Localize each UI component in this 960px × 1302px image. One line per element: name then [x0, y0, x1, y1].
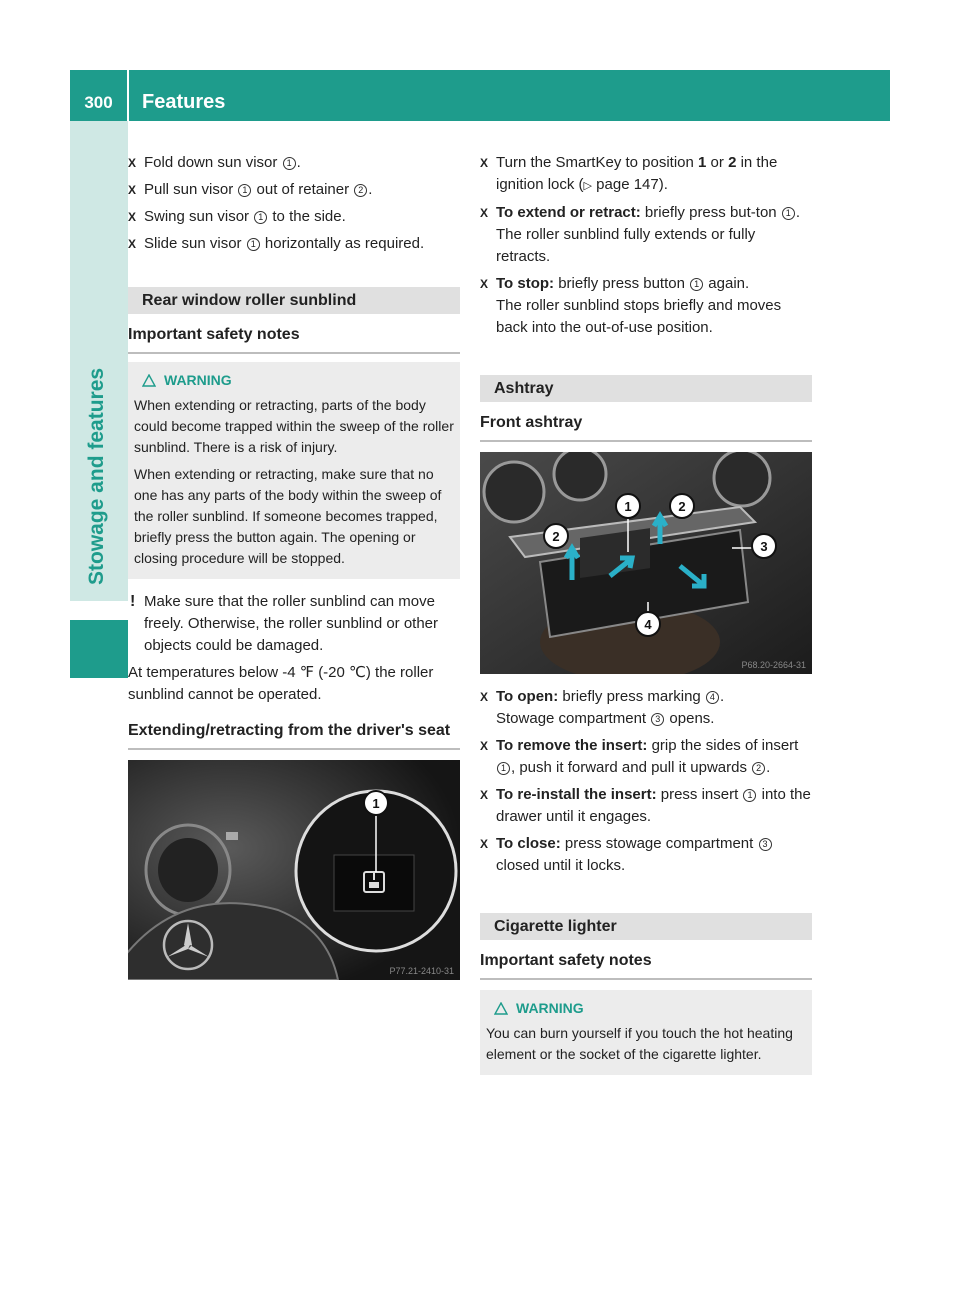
step-text: briefly press but-ton: [640, 204, 781, 221]
exclamation-icon: !: [130, 593, 136, 610]
callout-label: 1: [624, 499, 632, 514]
step-close: [480, 833, 812, 877]
step-marker-icon: X: [128, 237, 137, 251]
step-result: The roller sunblind fully extends or fully retracts.: [496, 226, 756, 265]
header-divider: [127, 70, 129, 121]
console-illustration: [480, 452, 812, 674]
step-text: press stowage compartment: [560, 835, 758, 852]
step-text: .: [766, 759, 771, 776]
callout-label: 3: [760, 539, 768, 554]
step-text: or: [706, 154, 729, 171]
step-result: [496, 708, 812, 730]
step-marker-icon: X: [128, 183, 137, 197]
step-text: Pull sun visor: [144, 181, 238, 198]
figure-caption: P77.21-2410-31: [389, 966, 454, 976]
callout-number: 4: [706, 691, 719, 704]
warning-text: When extending or retracting, make sure that no one has any parts of the body within the sweep of the roller sunblind. If someone becomes trapped, briefly press the button again. The opening or closing procedure will be stopped.: [134, 466, 442, 566]
step-text: Turn the SmartKey to position: [496, 154, 699, 171]
callout-number: 3: [651, 713, 664, 726]
step-text: again.: [704, 275, 750, 292]
warning-text: When extending or retracting, parts of the body could become trapped within the sweep of the roller sunblind. There is a risk of injury.: [134, 397, 454, 455]
callout-number: 1: [247, 238, 260, 251]
dashboard-illustration: [128, 760, 460, 980]
subheading-safety-notes: Important safety notes: [128, 314, 460, 354]
section-heading-cigarette-lighter: Cigarette lighter: [480, 913, 812, 940]
step-label: To stop:: [496, 275, 555, 292]
warning-triangle-icon: [142, 374, 156, 387]
left-column: [128, 152, 460, 980]
step-text: into the drawer until it engages.: [496, 786, 811, 825]
callout-number: 1: [254, 211, 267, 224]
ashtray-image: [480, 452, 812, 674]
callout-number: 1: [743, 789, 756, 802]
step-text: horizontally as required.: [260, 235, 425, 252]
step-text: press insert: [656, 786, 743, 803]
step-marker-icon: X: [480, 837, 489, 851]
step-text: .: [795, 204, 800, 221]
step-text: Stowage compartment: [496, 710, 651, 727]
step-marker-icon: X: [480, 690, 489, 704]
subheading-extend-retract: Extending/retracting from the driver's seat: [128, 716, 460, 750]
page-number: 300: [84, 93, 113, 112]
step-label: To close:: [496, 835, 561, 852]
step-text: grip the sides of insert: [647, 737, 799, 754]
step-result: The roller sunblind stops briefly and moves back into the out-of-use position.: [496, 297, 782, 336]
note-text: Make sure that the roller sunblind can move freely. Otherwise, the roller sunblind or other objects could be damaged.: [144, 593, 439, 654]
callout-number: 3: [759, 838, 772, 851]
step-remove-insert: [480, 735, 812, 779]
callout-number: 2: [752, 762, 765, 775]
step-open: [480, 686, 812, 730]
step-label: To extend or retract:: [496, 204, 641, 221]
step-reinstall-insert: [480, 784, 812, 828]
side-tab-label: Stowage and features: [85, 367, 108, 585]
warning-heading: [486, 998, 806, 1019]
step-marker-icon: X: [128, 210, 137, 224]
step-label: To open:: [496, 688, 559, 705]
step-marker-icon: X: [480, 156, 489, 170]
callout-label: 4: [644, 617, 652, 632]
right-column: [480, 152, 812, 1075]
step-text: closed until it locks.: [496, 857, 626, 874]
step-marker-icon: X: [480, 206, 489, 220]
step-text: briefly press marking: [558, 688, 705, 705]
step-swing-visor: [128, 206, 460, 228]
warning-text: You can burn yourself if you touch the hot heating element or the socket of the cigarette lighter.: [486, 1025, 793, 1062]
step-marker-icon: X: [480, 277, 489, 291]
subheading-safety-notes-lighter: Important safety notes: [480, 940, 812, 980]
step-text: .: [296, 154, 301, 171]
step-label: To remove the insert:: [496, 737, 648, 754]
callout-number: 1: [238, 184, 251, 197]
step-text: to the side.: [268, 208, 346, 225]
temperature-text: At temperatures below -4 ℉ (-20 ℃) the roller sunblind cannot be operated.: [128, 664, 434, 703]
key-position: 2: [728, 154, 737, 171]
caution-note: [128, 591, 460, 657]
callout-number: 1: [283, 157, 296, 170]
section-heading-roller-sunblind: Rear window roller sunblind: [128, 287, 460, 314]
step-pull-visor: [128, 179, 460, 201]
callout-label: 2: [552, 529, 560, 544]
figure-caption: P68.20-2664-31: [741, 660, 806, 670]
step-smartkey: [480, 152, 812, 197]
step-text: .: [719, 688, 725, 705]
step-marker-icon: X: [480, 739, 489, 753]
step-text: .: [368, 181, 373, 198]
step-text: opens.: [665, 710, 715, 727]
step-fold-visor: [128, 152, 460, 174]
section-heading-ashtray: Ashtray: [480, 375, 812, 402]
callout-number: 1: [497, 762, 510, 775]
step-text: Fold down sun visor: [144, 154, 282, 171]
side-tab-marker: [70, 620, 128, 678]
step-extend-retract: [480, 202, 812, 268]
step-text: out of retainer: [252, 181, 354, 198]
warning-label: WARNING: [164, 372, 232, 388]
step-text: Slide sun visor: [144, 235, 246, 252]
step-label: To re-install the insert:: [496, 786, 657, 803]
warning-triangle-icon: [494, 1002, 508, 1015]
callout-number: 1: [782, 207, 795, 220]
warning-label: WARNING: [516, 1000, 584, 1016]
warning-box: [128, 362, 460, 579]
step-marker-icon: X: [128, 156, 137, 170]
warning-box-lighter: [480, 990, 812, 1075]
page-title: Features: [142, 91, 226, 113]
callout-label: 2: [678, 499, 686, 514]
page-reference-icon: ▷: [583, 180, 593, 192]
warning-heading: [134, 370, 454, 391]
key-position: 1: [698, 154, 707, 171]
step-text: Swing sun visor: [144, 208, 254, 225]
step-text: , push it forward and pull it upwards: [511, 759, 752, 776]
subheading-front-ashtray: Front ashtray: [480, 402, 812, 442]
step-slide-visor: [128, 233, 460, 255]
step-text: briefly press button: [554, 275, 690, 292]
step-stop: [480, 273, 812, 339]
callout-number: 1: [690, 278, 703, 291]
step-marker-icon: X: [480, 788, 489, 802]
callout-label: 1: [372, 796, 380, 811]
sunblind-button-image: [128, 760, 460, 980]
page-reference-link[interactable]: page 147).: [592, 176, 668, 193]
callout-number: 2: [354, 184, 367, 197]
step-text: in the ignition lock (: [496, 154, 778, 193]
